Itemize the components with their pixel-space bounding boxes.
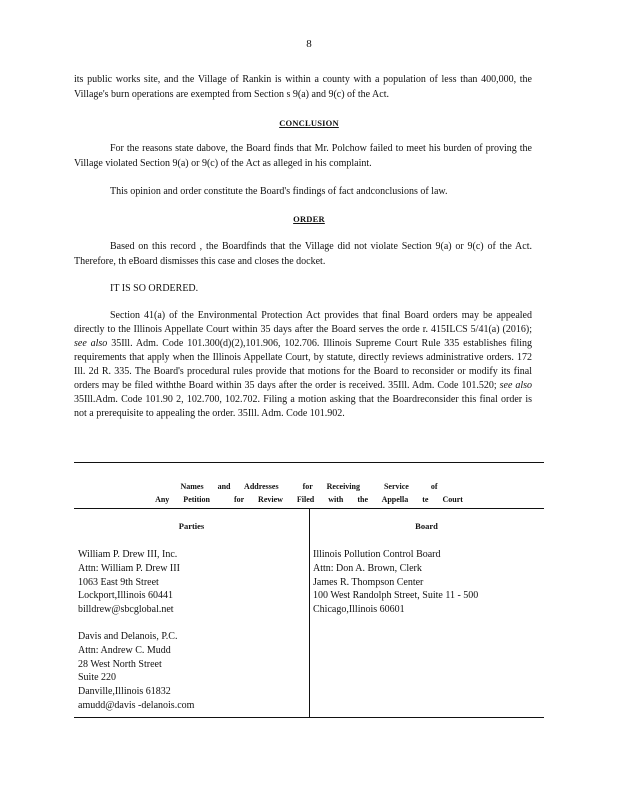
address-line: William P. Drew III, Inc. [78, 549, 178, 560]
service-list-box [74, 462, 544, 718]
address-line: Attn: William P. Drew III [78, 562, 180, 574]
conclusion-paragraph-1: For the reasons state dabove, the Board finds that Mr. Polchow failed to meet his burden of proving the Village violated Section 9(a) or 9(c) of the Act as alleged in his complaint. [74, 143, 532, 169]
address-line: 28 West North Street [78, 658, 162, 670]
appeal-text-part-3: 35Ill.Adm. Code 101.90 2, 102.700, 102.702. Filing a motion asking that the Boardreconsider this final order is not a prerequisite to appealing the order. 35Ill. Adm. Code 101.902. [74, 394, 532, 419]
so-ordered-statement: IT IS SO ORDERED. [110, 283, 199, 294]
party-1-address [78, 548, 180, 617]
intro-paragraph: its public works site, and the Village of Rankin is within a county with a population of less than 400,000, the Village's burn operations are exempted from Section s 9(a) and 9(c) of the Act. [74, 74, 532, 100]
address-line: James R. Thompson Center [313, 576, 424, 588]
address-line: Danville,Illinois 61832 [78, 686, 171, 698]
order-paragraph: Based on this record , the Boardfinds that the Village did not violate Section 9(a) or 9(c) of the Act. Therefore, th eBoard dismisses this case and closes the docket. [74, 241, 532, 267]
parties-heading: Parties [178, 521, 205, 531]
party-2-address [78, 630, 194, 713]
address-line: Chicago,Illinois 60601 [313, 604, 405, 616]
conclusion-heading: CONCLUSION [279, 118, 339, 128]
board-heading: Board [415, 521, 438, 531]
address-line: 1063 East 9th Street [78, 576, 159, 588]
order-heading: ORDER [293, 214, 325, 224]
appeal-text-part-2: 35Ill. Adm. Code 101.300(d)(2),101.906, 102.706. Illinois Supreme Court Rule 335 establishes filing requirements that apply when the Illinois Appellate Court, by statute, directly reviews administrative orders. 172 Ill. 2d R. 335. The Board's procedural rules provide that motions for the Board to reconsider or modify its final orders may be filed withthe Board within 35 days after the order is received. 35Ill. Adm. Code 101.520; [74, 338, 532, 391]
address-line: Attn: Andrew C. Mudd [78, 644, 171, 656]
service-title-line-2: Any Petition for Review Filed with the Appella te Court [155, 495, 463, 504]
conclusion-paragraph-2: This opinion and order constitute the Board's findings of fact andconclusions of law. [110, 186, 448, 197]
appeal-paragraph [74, 309, 532, 421]
address-line: Illinois Pollution Control Board [313, 549, 441, 560]
column-divider [309, 508, 310, 717]
service-title-line-1: Names and Addresses for Receiving Service of [180, 482, 438, 491]
address-line: Suite 220 [78, 672, 117, 684]
address-line: Attn: Don A. Brown, Clerk [313, 562, 422, 574]
address-line: Lockport,Illinois 60441 [78, 590, 173, 602]
page-number: 8 [306, 38, 312, 50]
party-1-email: billdrew@sbcglobal.net [78, 604, 174, 616]
appeal-text-part-1: Section 41(a) of the Environmental Protection Act provides that final Board orders may be appealed directly to the Illinois Appellate Court within 35 days after the Board serves the orde r. 415ILCS 5/41(a) (2016); [74, 310, 532, 335]
address-line: 100 West Randolph Street, Suite 11 - 500 [313, 590, 479, 602]
board-address [313, 548, 478, 617]
see-also-2: see also [499, 380, 532, 391]
party-2-email: amudd@davis -delanois.com [78, 699, 195, 711]
service-list-title [74, 480, 544, 506]
address-line: Davis and Delanois, P.C. [78, 631, 178, 642]
see-also-1: see also [74, 338, 108, 349]
